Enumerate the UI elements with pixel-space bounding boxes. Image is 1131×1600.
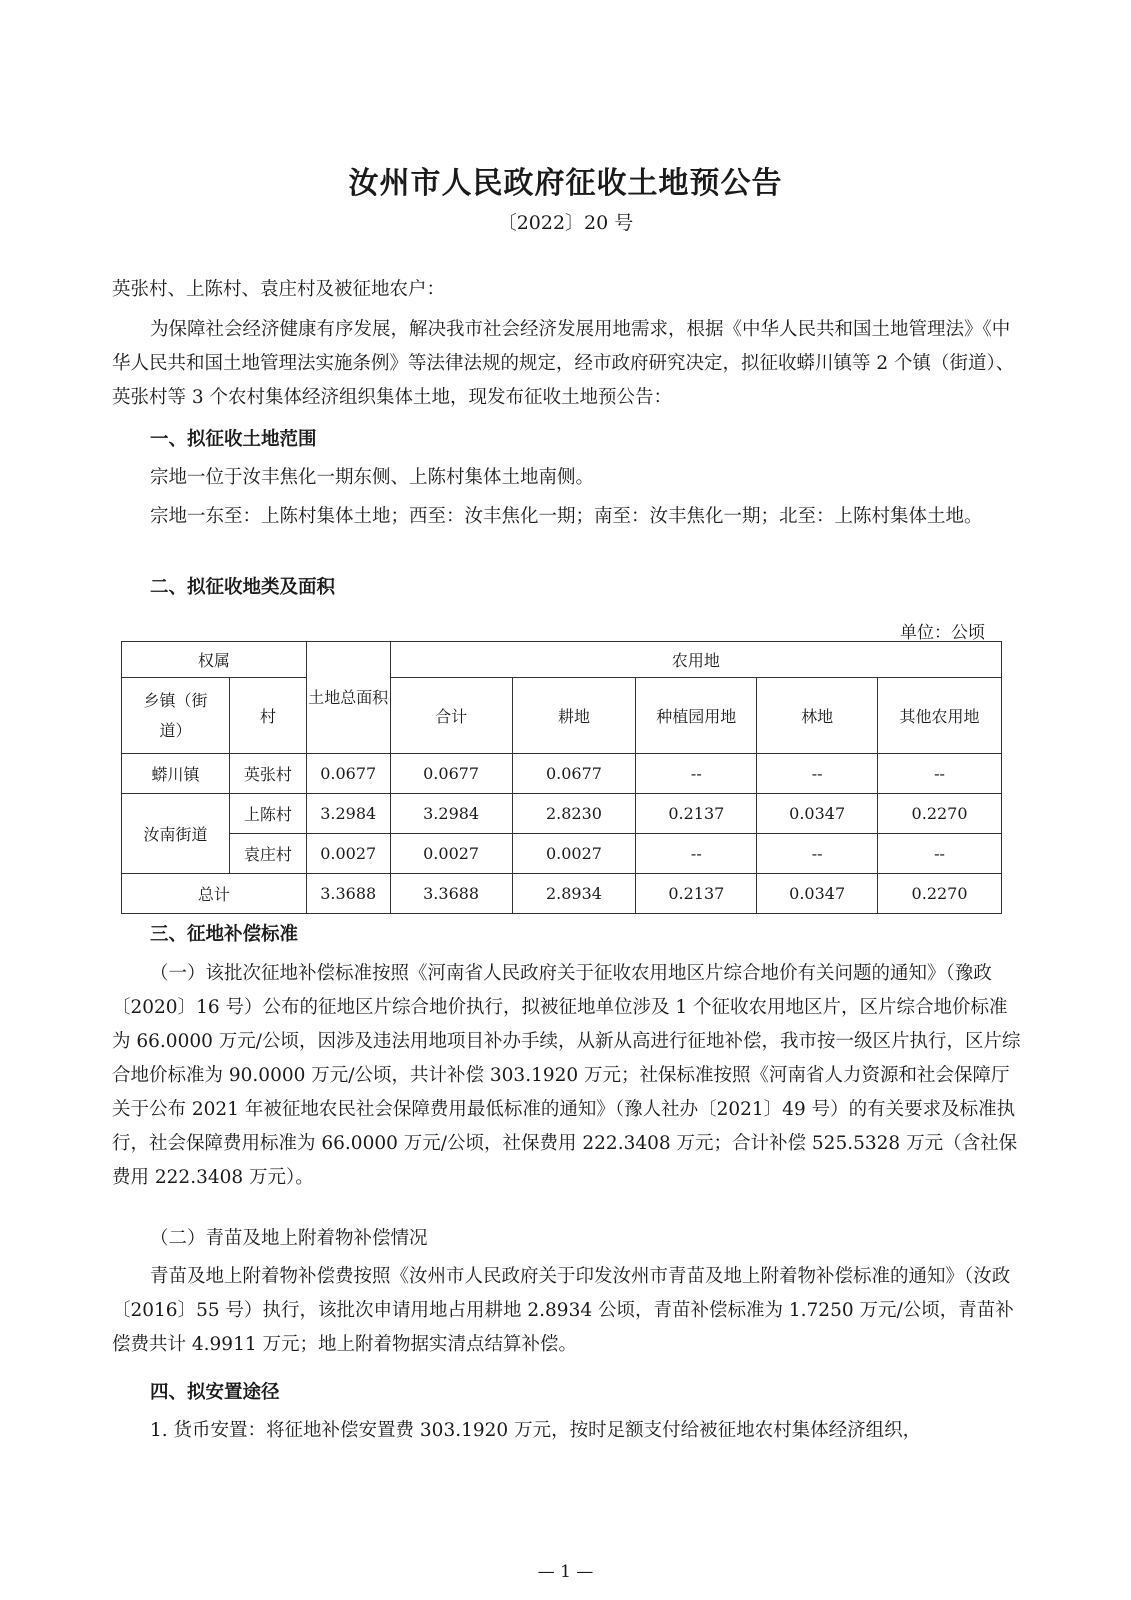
section-1-paragraph-2: 宗地一东至：上陈村集体土地；西至：汝丰焦化一期；南至：汝丰焦化一期；北至：上陈村集体土地。	[150, 506, 983, 527]
cell-total-label: 总计	[122, 874, 307, 914]
table-row	[122, 754, 1002, 794]
cell-town: 汝南街道	[122, 794, 230, 874]
cell-total: 0.0677	[306, 754, 390, 794]
cell-sum: 3.3688	[390, 874, 512, 914]
cell-forest: --	[757, 834, 878, 874]
section-4-heading: 四、拟安置途径	[150, 1382, 280, 1403]
header-other: 其他农用地	[878, 678, 1002, 754]
section-3-paragraph-1: （一）该批次征地补偿标准按照《河南省人民政府关于征收农用地区片综合地价有关问题的通知》（豫政〔2020〕16 号）公布的征地区片综合地价执行，拟被征地单位涉及 1 个征收农用地区片，区片综合地价标准为 66.0000 万元/公顷，因涉及违法用地项目补办手续，从新从高进行征地补偿，我市按一级区片执行，区片综合地价标准为 90.0000 万元/公顷，共计补偿 303.1920 万元；社保标准按照《河南省人力资源和社会保障厅关于公布 2021 年被征地农民社会保障费用最低标准的通知》（豫人社办〔2021〕49 号）的有关要求及标准执行，社会保障费用标准为 66.0000 万元/公顷，社保费用 222.3408 万元；合计补偿 525.5328 万元（含社保费用 222.3408 万元）。	[112, 963, 1021, 1188]
cell-forest: --	[757, 754, 878, 794]
salutation: 英张村、上陈村、袁庄村及被征地农户：	[112, 279, 446, 300]
intro-paragraph: 为保障社会经济健康有序发展，解决我市社会经济发展用地需求，根据《中华人民共和国土地管理法》《中华人民共和国土地管理法实施条例》等法律法规的规定，经市政府研究决定，拟征收蟒川镇等 2 个镇（街道）、英张村等 3 个农村集体经济组织集体土地，现发布征收土地预公告：	[112, 319, 1015, 408]
table-row	[122, 834, 1002, 874]
cell-orchard: 0.2137	[636, 794, 757, 834]
cell-orchard: --	[636, 754, 757, 794]
unit-label: 单位：公顷	[900, 623, 985, 643]
header-sum: 合计	[390, 678, 512, 754]
section-3-paragraph-2: （二）青苗及地上附着物补偿情况	[150, 1228, 428, 1249]
document-title: 汝州市人民政府征收土地预公告	[348, 166, 783, 201]
cell-arable: 0.0677	[512, 754, 636, 794]
section-4-paragraph-1: 1. 货币安置：将征地补偿安置费 303.1920 万元，按时足额支付给被征地农村集体经济组织，	[150, 1420, 922, 1441]
header-ownership: 权属	[122, 642, 307, 678]
section-2-heading: 二、拟征收地类及面积	[150, 577, 336, 598]
land-area-table	[121, 641, 1002, 914]
cell-sum: 0.0677	[390, 754, 512, 794]
table-row	[122, 794, 1002, 834]
cell-town: 蟒川镇	[122, 754, 230, 794]
cell-village: 英张村	[229, 754, 306, 794]
section-3-heading: 三、征地补偿标准	[150, 924, 299, 945]
page-number: — 1 —	[537, 1562, 594, 1582]
document-number: 〔2022〕20 号	[497, 212, 634, 234]
cell-orchard: --	[636, 834, 757, 874]
cell-other: 0.2270	[878, 874, 1002, 914]
cell-village: 上陈村	[229, 794, 306, 834]
cell-forest: 0.0347	[757, 794, 878, 834]
header-orchard: 种植园用地	[636, 678, 757, 754]
cell-total: 3.3688	[306, 874, 390, 914]
cell-forest: 0.0347	[757, 874, 878, 914]
section-1-paragraph-1: 宗地一位于汝丰焦化一期东侧、上陈村集体土地南侧。	[150, 467, 595, 488]
table-total-row	[122, 874, 1002, 914]
cell-arable: 2.8230	[512, 794, 636, 834]
cell-sum: 3.2984	[390, 794, 512, 834]
cell-total: 0.0027	[306, 834, 390, 874]
cell-other: --	[878, 834, 1002, 874]
header-total-area: 土地总面积	[306, 642, 390, 754]
cell-other: 0.2270	[878, 794, 1002, 834]
cell-total: 3.2984	[306, 794, 390, 834]
header-farmland: 农用地	[390, 642, 1001, 678]
cell-other: --	[878, 754, 1002, 794]
cell-arable: 2.8934	[512, 874, 636, 914]
header-arable: 耕地	[512, 678, 636, 754]
cell-village: 袁庄村	[229, 834, 306, 874]
header-forest: 林地	[757, 678, 878, 754]
section-3-paragraph-3: 青苗及地上附着物补偿费按照《汝州市人民政府关于印发汝州市青苗及地上附着物补偿标准的通知》（汝政〔2016〕55 号）执行，该批次申请用地占用耕地 2.8934 公顷，青苗补偿标准为 1.7250 万元/公顷，青苗补偿费共计 4.9911 万元；地上附着物据实清点结算补偿。	[112, 1266, 1014, 1355]
header-town: 乡镇（街道）	[122, 678, 230, 754]
cell-arable: 0.0027	[512, 834, 636, 874]
cell-orchard: 0.2137	[636, 874, 757, 914]
cell-sum: 0.0027	[390, 834, 512, 874]
header-village: 村	[229, 678, 306, 754]
section-1-heading: 一、拟征收土地范围	[150, 429, 317, 450]
